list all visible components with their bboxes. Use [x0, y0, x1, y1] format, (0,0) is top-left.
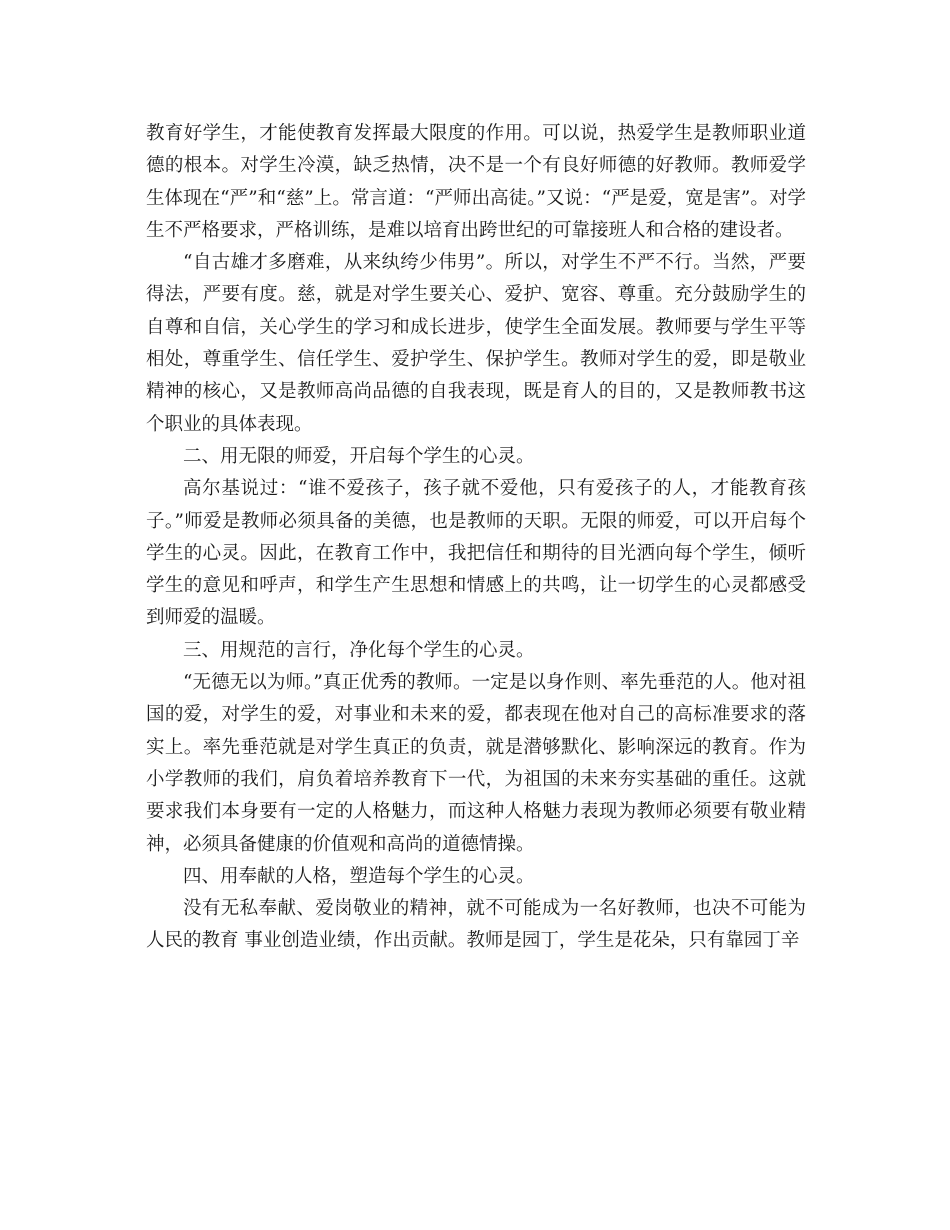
paragraph: 教育好学生，才能使教育发挥最大限度的作用。可以说，热爱学生是教师职业道德的根本。对学生冷漠，缺乏热情，决不是一个有良好师德的好教师。教师爱学生体现在“严”和“慈”上。常言道：“严师出高徒。”又说：“严是爱，宽是害”。对学生不严格要求，严格训练，是难以培育出跨世纪的可靠接班人和合格的建设者。: [146, 123, 806, 241]
section-heading: 四、用奉献的人格，塑造每个学生的心灵。: [183, 865, 535, 887]
section-heading: 三、用规范的言行，净化每个学生的心灵。: [183, 639, 535, 661]
document-body: [146, 118, 806, 958]
paragraph: 没有无私奉献、爱岗敬业的精神，就不可能成为一名好教师，也决不可能为人民的教育 事业创造业绩，作出贡献。教师是园丁，学生是花朵，只有靠园丁辛: [146, 898, 806, 952]
paragraph: “无德无以为师。”真正优秀的教师。一定是以身作则、率先垂范的人。他对祖国的爱，对学生的爱，对事业和未来的爱，都表现在他对自己的高标准要求的落实上。率先垂范就是对学生真正的负责，就是潜够默化、影响深远的教育。作为小学教师的我们，肩负着培养教育下一代，为祖国的未来夯实基础的重任。这就要求我们本身要有一定的人格魅力，而这种人格魅力表现为教师必须要有敬业精神，必须具备健康的价值观和高尚的道德情操。: [146, 672, 806, 855]
paragraph: “自古雄才多磨难，从来纨绔少伟男”。所以，对学生不严不行。当然，严要得法，严要有度。慈，就是对学生要关心、爱护、宽容、尊重。充分鼓励学生的自尊和自信，关心学生的学习和成长进步，使学生全面发展。教师要与学生平等相处，尊重学生、信任学生、爱护学生、保护学生。教师对学生的爱，即是敬业精神的核心，又是教师高尚品德的自我表现，既是育人的目的，又是教师教书这个职业的具体表现。: [146, 252, 806, 435]
paragraph: 高尔基说过：“谁不爱孩子，孩子就不爱他，只有爱孩子的人，才能教育孩子。”师爱是教师必须具备的美德，也是教师的天职。无限的师爱，可以开启每个学生的心灵。因此，在教育工作中，我把信任和期待的目光洒向每个学生，倾听学生的意见和呼声，和学生产生思想和情感上的共鸣，让一切学生的心灵都感受到师爱的温暖。: [146, 478, 806, 629]
section-heading: 二、用无限的师爱，开启每个学生的心灵。: [183, 445, 535, 467]
